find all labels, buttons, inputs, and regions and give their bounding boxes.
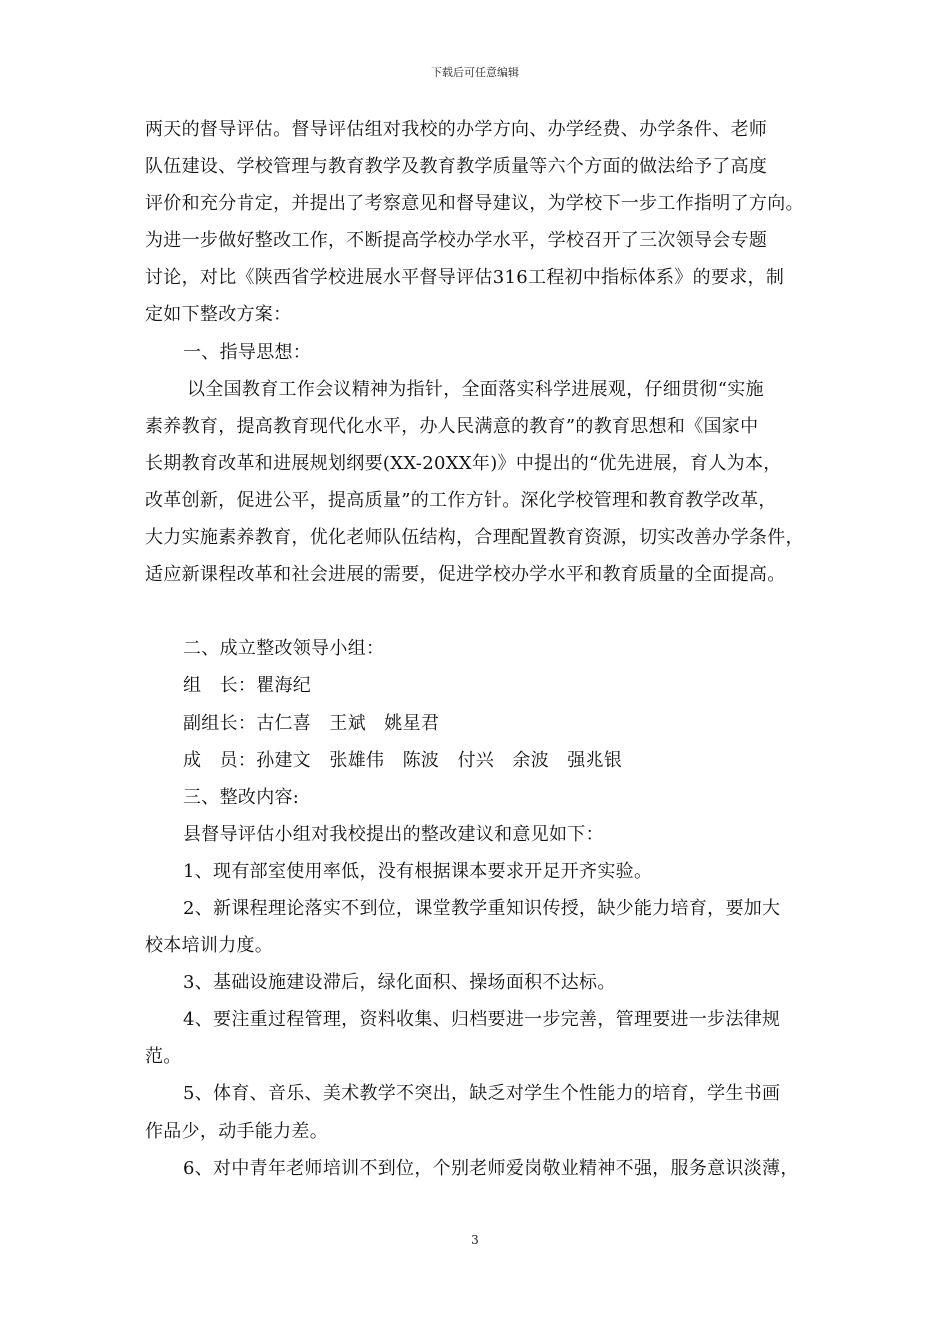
paragraph-line: 改革创新，促进公平，提高质量”的工作方针。深化学校管理和教育教学改革， <box>145 489 777 511</box>
list-item-continuation: 作品少，动手能力差。 <box>145 1120 328 1142</box>
list-item: 2、新课程理论落实不到位，课堂教学重知识传授，缺少能力培育，要加大 <box>183 897 781 919</box>
deputy-leader-line: 副组长：古仁喜 王斌 姚星君 <box>183 712 440 734</box>
paragraph-line: 以全国教育工作会议精神为指针，全面落实科学进展观，仔细贯彻“实施 <box>187 378 764 400</box>
paragraph-line: 定如下整改方案： <box>145 304 292 326</box>
paragraph-line: 长期教育改革和进展规划纲要(XX-20XX年)》中提出的“优先进展，育人为本， <box>145 452 782 474</box>
list-item: 1、现有部室使用率低，没有根据课本要求开足开齐实验。 <box>183 860 653 882</box>
paragraph-line: 评价和充分肯定，并提出了考察意见和督导建议，为学校下一步工作指明了方向。 <box>145 193 804 215</box>
list-item: 3、基础设施建设滞后，绿化面积、操场面积不达标。 <box>183 972 616 994</box>
paragraph-line: 队伍建设、学校管理与教育教学及教育教学质量等六个方面的做法给予了高度 <box>145 156 768 178</box>
paragraph-line: 县督导评估小组对我校提出的整改建议和意见如下： <box>183 823 604 845</box>
list-item: 4、要注重过程管理，资料收集、归档要进一步完善，管理要进一步法律规 <box>183 1009 781 1031</box>
list-item: 5、体育、音乐、美术教学不突出，缺乏对学生个性能力的培育，学生书画 <box>183 1083 781 1105</box>
page-number: 3 <box>471 1233 479 1247</box>
section-heading-rectification-content: 三、整改内容: <box>183 786 300 808</box>
paragraph-line: 适应新课程改革和社会进展的需要，促进学校办学水平和教育质量的全面提高。 <box>145 564 786 586</box>
page-header: 下载后可任意编辑 <box>431 66 519 79</box>
list-item: 6、对中青年老师培训不到位，个别老师爱岗敬业精神不强，服务意识淡薄， <box>183 1157 799 1179</box>
paragraph-line: 素养教育，提高教育现代化水平，办人民满意的教育”的教育思想和《国家中 <box>145 415 759 437</box>
group-leader-line: 组 长：瞿海纪 <box>183 675 312 697</box>
members-line: 成 员：孙建文 张雄伟 陈波 付兴 余波 强兆银 <box>183 749 623 771</box>
paragraph-line: 大力实施素养教育，优化老师队伍结构，合理配置教育资源，切实改善办学条件， <box>145 527 804 549</box>
paragraph-line: 两天的督导评估。督导评估组对我校的办学方向、办学经费、办学条件、老师 <box>145 119 768 140</box>
section-heading-leadership-group: 二、成立整改领导小组： <box>183 638 385 660</box>
blank-line <box>145 602 810 622</box>
list-item-continuation: 校本培训力度。 <box>145 935 274 957</box>
paragraph-line: 为进一步做好整改工作，不断提高学校办学水平，学校召开了三次领导会专题 <box>145 230 768 252</box>
section-heading-guiding-ideology: 一、指导思想： <box>183 341 312 363</box>
paragraph-line: 讨论，对比《陕西省学校进展水平督导评估316工程初中指标体系》的要求，制 <box>145 267 785 289</box>
list-item-continuation: 范。 <box>145 1046 182 1068</box>
document-body <box>145 120 810 1196</box>
